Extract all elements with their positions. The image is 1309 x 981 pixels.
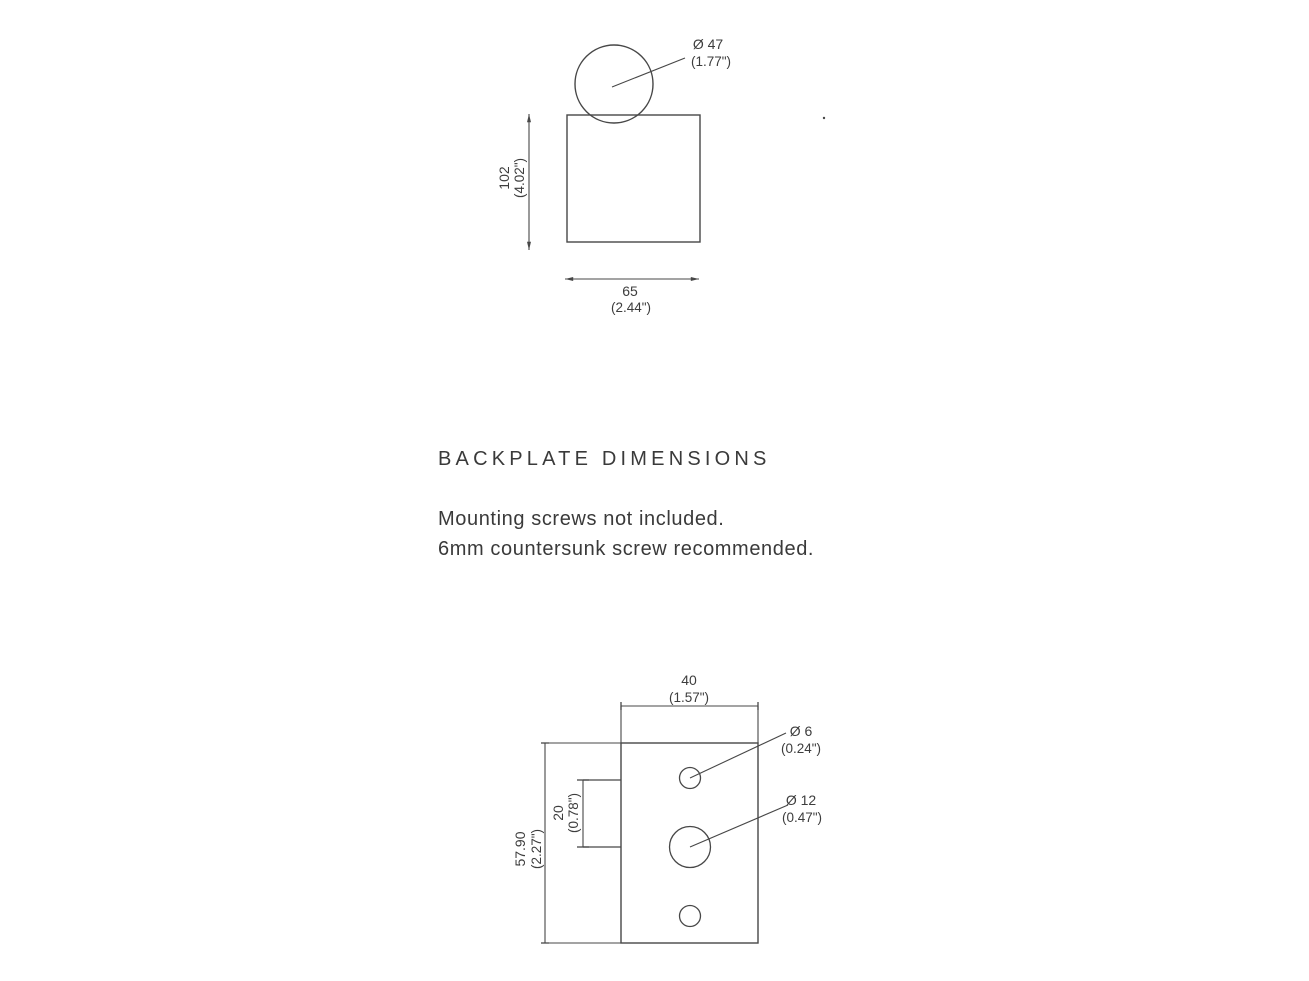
plate-width-label-mm: 40 [681,672,697,688]
mounting-hole-bottom [680,906,701,927]
plate-height-label-mm: 57.90 [512,831,528,867]
hole-large-leader-line [690,805,788,847]
width-label-mm: 65 [622,283,638,299]
notch-height-label-mm: 20 [550,805,566,821]
stray-mark [823,117,825,119]
hole-large-label-mm: Ø 12 [785,792,817,808]
backplate-outline [621,743,758,943]
hole-large-label-inches: (0.47") [781,810,823,825]
note-line-1: Mounting screws not included. [438,508,725,530]
sphere-outline [575,45,653,123]
height-label-inches: (4.02") [512,157,527,199]
hole-small-leader-line [690,733,786,778]
hole-small-label-mm: Ø 6 [789,723,813,739]
section-heading: BACKPLATE DIMENSIONS [438,448,771,470]
sphere-diameter-leader-line [612,58,685,87]
fixture-body-outline [567,115,700,242]
height-label-mm: 102 [496,166,512,190]
fixture-side-view-drawing [470,20,870,340]
note-line-2: 6mm countersunk screw recommended. [438,537,815,560]
sphere-diameter-label-inches: (1.77") [690,54,732,69]
backplate-section [438,448,814,564]
backplate-front-view-drawing [500,655,870,970]
sphere-diameter-label-mm: Ø 47 [692,36,724,52]
hole-small-label-inches: (0.24") [780,741,822,756]
section-note [438,505,814,564]
notch-height-label-inches: (0.78") [566,792,581,834]
width-label-inches: (2.44") [610,300,652,315]
plate-width-label-inches: (1.57") [668,690,710,705]
plate-height-label-inches: (2.27") [529,828,544,870]
